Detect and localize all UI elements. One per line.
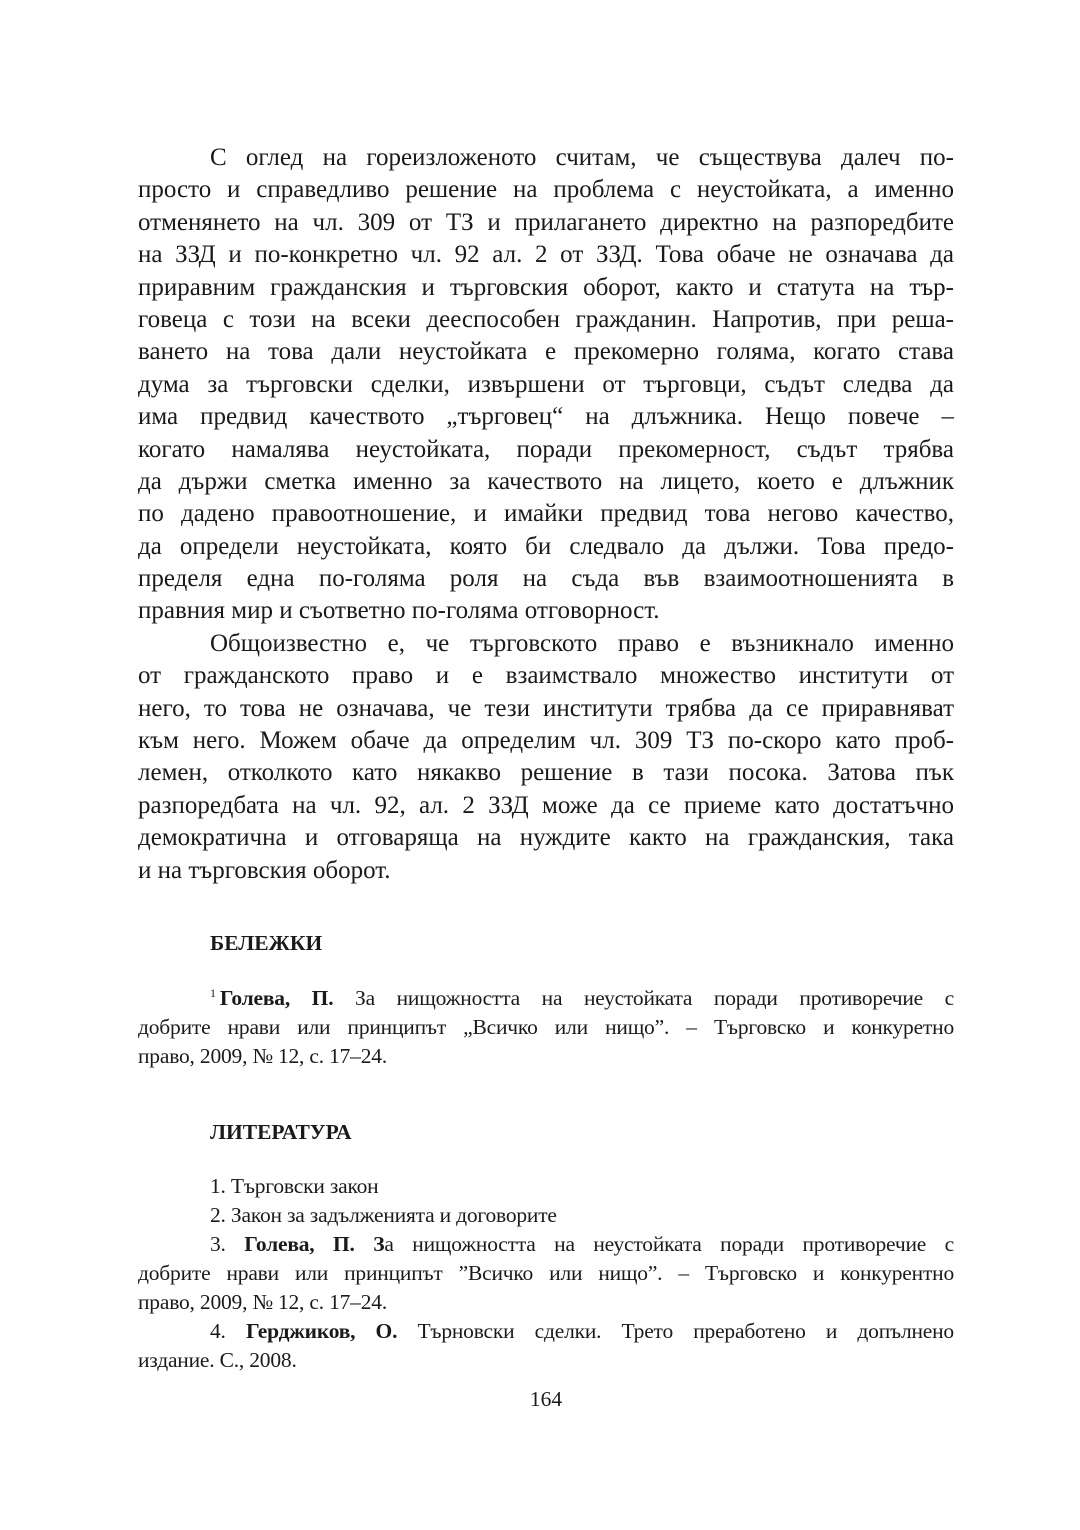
page-number: 164 (529, 1387, 563, 1411)
text-line: дума за търговски сделки, извършени от търговци, съдът следва да (138, 370, 954, 398)
text-line: да определи неустойката, която би следвало да дължи. Това предо- (138, 532, 954, 560)
item-title: Търновски сделки. Трето преработено и допълнено (397, 1319, 954, 1343)
text-line: демократична и отговаряща на нуждите както на гражданския, така (138, 824, 954, 852)
literature-item-line: право, 2009, № 12, с. 17–24. (138, 1290, 388, 1314)
literature-heading: ЛИТЕРАТУРА (210, 1120, 352, 1144)
footnote-marker: 1 (210, 986, 216, 1000)
item-author: Голева, П. З (244, 1232, 385, 1256)
text-line: него, то това не означава, че тези институти трябва да се приравняват (138, 694, 954, 722)
literature-item: 2. Закон за задълженията и договорите (210, 1203, 557, 1227)
notes-heading: БЕЛЕЖКИ (210, 931, 323, 955)
text-line: по дадено правоотношение, и имайки предвид това негово качество, (138, 500, 954, 528)
text-line: да държи сметка именно за качеството на лицето, което е длъжник (138, 467, 954, 495)
item-author: Герджиков, О. (245, 1319, 398, 1343)
item-title: а нищожността на неустойката поради противоречие с (384, 1232, 954, 1256)
literature-item (138, 1317, 954, 1346)
literature-item-line: издание. С., 2008. (138, 1348, 297, 1372)
text-line: правния мир и съответно по-голяма отговорност. (138, 597, 660, 625)
literature-item-line: добрите нрави или принципът ”Всичко или нищо”. – Търговско и конкурентно (138, 1261, 954, 1285)
text-line: Общоизвестно е, че търговското право е възникнало именно (210, 629, 954, 657)
footnote-line (138, 984, 954, 1013)
text-line: към него. Можем обаче да определим чл. 309 ТЗ по-скоро като проб- (138, 727, 954, 755)
text-line: пределя една по-голяма роля на съда във взаимоотношенията в (138, 565, 954, 593)
footnote-author: Голева, П. (219, 986, 334, 1010)
text-line: приравним гражданския и търговския оборот, както и статута на тър- (138, 273, 954, 301)
footnote-line: добрите нрави или принципът „Всичко или нищо”. – Търговско и конкуретно (138, 1015, 954, 1039)
text-line: лемен, отколкото като някакво решение в тази посока. Затова пък (138, 759, 954, 787)
text-line: ването на това дали неустойката е прекомерно голяма, когато става (138, 338, 954, 366)
item-number: 3. (210, 1232, 245, 1256)
text-line: разпоредбата на чл. 92, ал. 2 ЗЗД може да се приеме като достатъчно (138, 791, 954, 819)
text-line: С оглед на гореизложеното считам, че съществува далеч по- (210, 144, 954, 171)
body-text (138, 142, 954, 887)
footnote-line: право, 2009, № 12, с. 17–24. (138, 1044, 388, 1068)
text-line: на ЗЗД и по-конкретно чл. 92 ал. 2 от ЗЗД. Това обаче не означава да (138, 241, 954, 269)
text-line: има предвид качеството „търговец“ на длъжника. Нещо повече – (138, 403, 954, 431)
text-line: говеца с този на всеки дееспособен гражданин. Напротив, при реша- (138, 305, 954, 333)
item-number: 4. (210, 1319, 246, 1343)
literature-item (138, 1230, 954, 1259)
text-line: просто и справедливо решение на проблема с неустойката, а именно (138, 176, 954, 204)
footnote (138, 984, 954, 1071)
text-line: и на търговския оборот. (138, 856, 391, 884)
footnote-title: За нищожността на неустойката поради противоречие с (333, 986, 954, 1010)
text-line: от гражданското право и е взаимствало множество институти от (138, 662, 954, 690)
literature-list (138, 1172, 954, 1375)
text-line: когато намалява неустойката, поради прекомерност, съдът трябва (138, 435, 954, 463)
literature-item: 1. Търговски закон (210, 1174, 379, 1198)
text-line: отменянето на чл. 309 от ТЗ и прилагането директно на разпоредбите (138, 208, 954, 236)
